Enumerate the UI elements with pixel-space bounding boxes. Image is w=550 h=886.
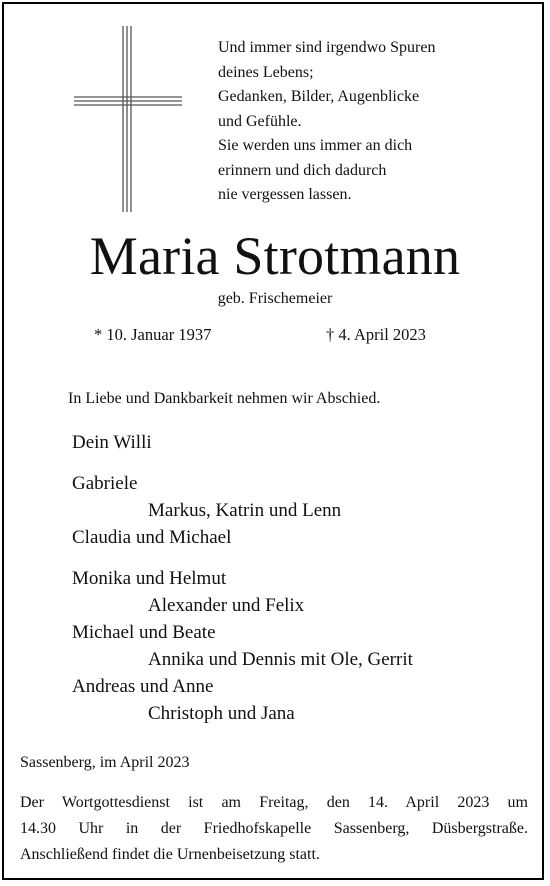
poem (218, 36, 435, 208)
family-member: Alexander und Felix (148, 595, 305, 616)
obituary-card (2, 2, 544, 880)
notice-line: Anschließend findet die Urnenbeisetzung statt. (20, 846, 320, 863)
notice-line: 14.30 Uhr in der Friedhofskapelle Sassenberg, Düsbergstraße. (20, 820, 528, 837)
poem-line: und Gefühle. (218, 112, 302, 130)
family-member: Gabriele (72, 473, 138, 494)
poem-line: deines Lebens; (218, 63, 314, 81)
family-member: Markus, Katrin und Lenn (148, 500, 342, 521)
maiden-name: geb. Frischemeier (217, 290, 333, 307)
poem-line: Sie werden uns immer an dich (218, 137, 413, 154)
family-member: Michael und Beate (72, 622, 216, 643)
family-member: Christoph und Jana (148, 703, 295, 724)
poem-line: Und immer sind irgendwo Spuren (218, 39, 436, 56)
family-member: Monika und Helmut (72, 568, 227, 589)
service-notice (20, 790, 528, 868)
latin-cross-icon (72, 24, 184, 214)
death-date: † 4. April 2023 (326, 325, 426, 344)
notice-line: Der Wortgottesdienst ist am Freitag, den 14. April 2023 um (20, 794, 528, 811)
farewell-text: In Liebe und Dankbarkeit nehmen wir Abschied. (68, 390, 381, 407)
family-member: Annika und Dennis mit Ole, Gerrit (148, 649, 413, 670)
poem-line: Gedanken, Bilder, Augenblicke (218, 88, 420, 105)
deceased-name: Maria Strotmann (89, 226, 461, 286)
family-spouse: Dein Willi (72, 432, 152, 453)
place-date: Sassenberg, im April 2023 (20, 754, 190, 771)
poem-line: nie vergessen lassen. (218, 186, 352, 203)
family-member: Andreas und Anne (72, 676, 214, 697)
family-member: Claudia und Michael (72, 527, 232, 548)
poem-line: erinnern und dich dadurch (218, 161, 387, 179)
birth-date: * 10. Januar 1937 (94, 325, 212, 344)
